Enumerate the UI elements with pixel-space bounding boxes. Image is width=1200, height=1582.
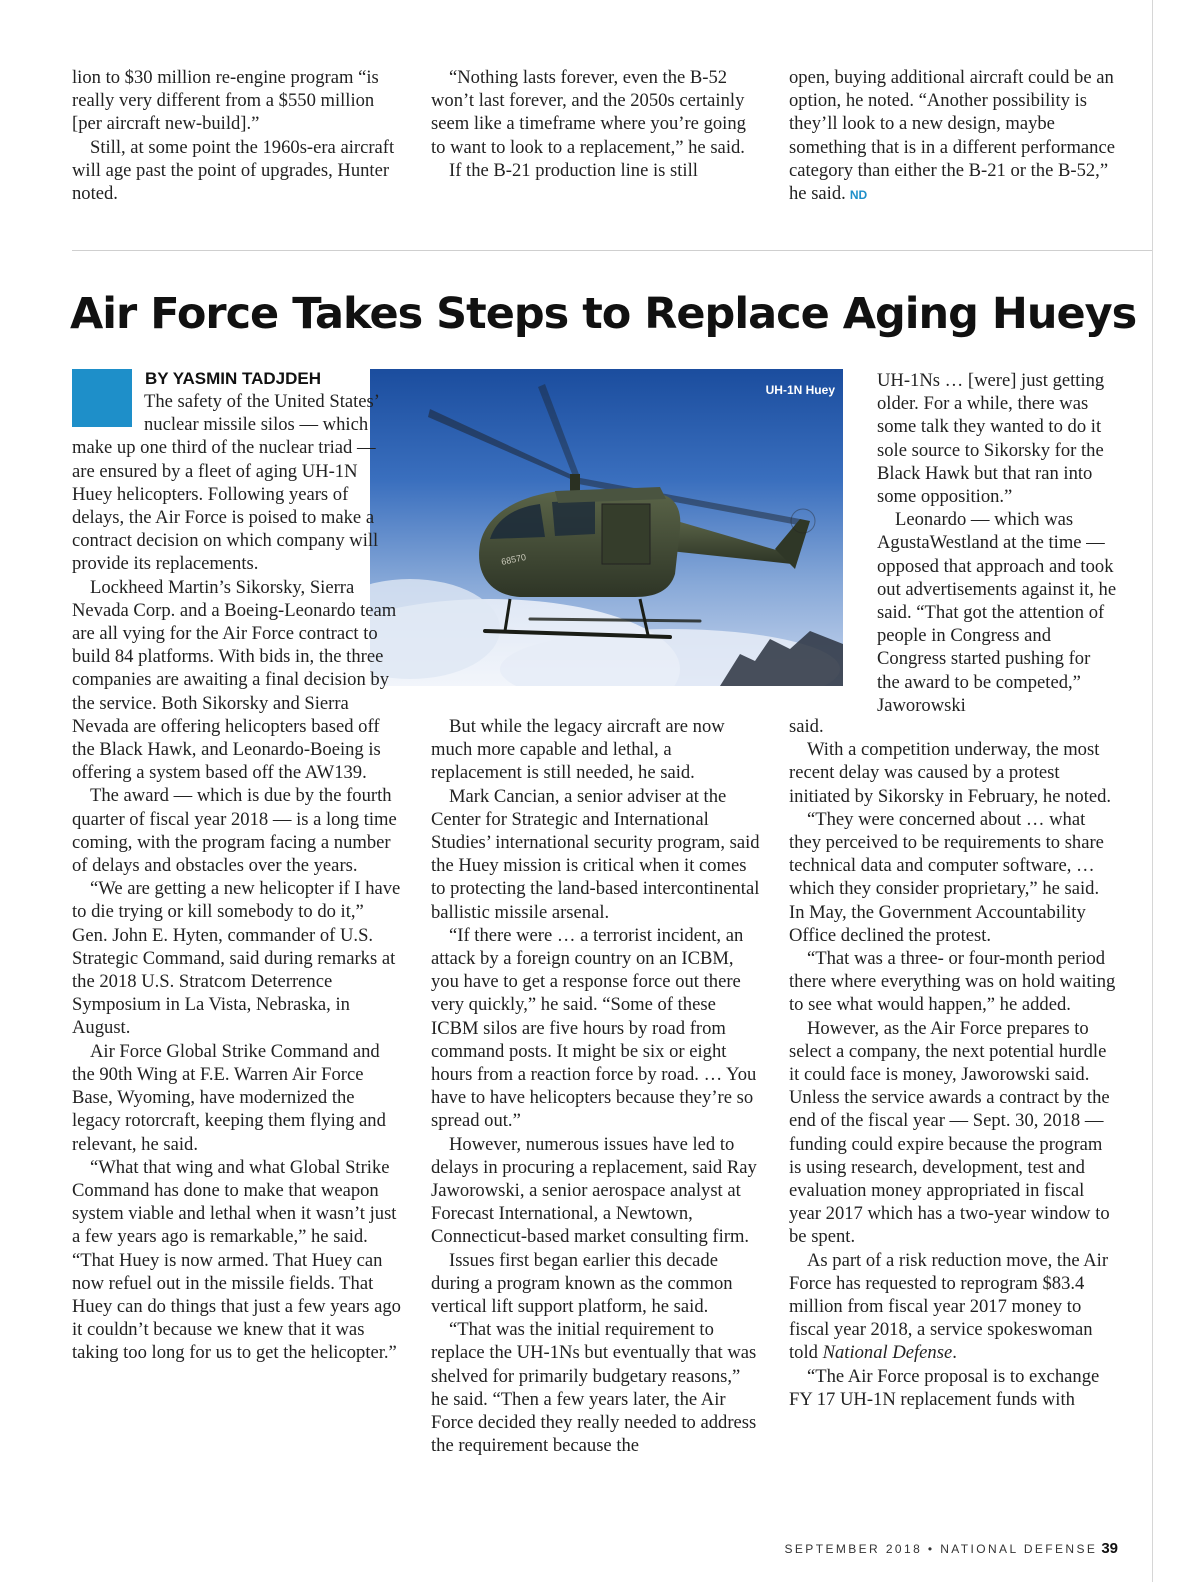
page-number: 39 xyxy=(1101,1540,1118,1557)
paragraph: With a competition underway, the most recent delay was caused by a protest initiated by Sikorsky in February, he noted. xyxy=(789,739,1112,807)
byline: BY YASMIN TADJDEH xyxy=(145,369,322,388)
prev-article-column-3 xyxy=(789,66,1119,207)
paragraph: “That was the initial requirement to replace the UH-1Ns but eventually that was shelved for primarily budgetary reasons,” he said. “Then a few years later, the Air Force decided they really needed to address the requirement because the xyxy=(431,1319,757,1457)
paragraph xyxy=(789,66,1119,207)
photo-caption: UH-1N Huey xyxy=(765,383,835,397)
helicopter-photo xyxy=(370,369,843,686)
paragraph: lion to $30 million re-engine program “is really very different from a $550 million [per aircraft new-build].” xyxy=(72,67,379,135)
paragraph: Leonardo — which was AgustaWestland at the time — opposed that approach and took out advertisements against it, he said. “That got the attention of people in Congress and Congress started pushing for the award to be competed,” Jaworowski xyxy=(877,509,1117,716)
paragraph: But while the legacy aircraft are now much more capable and lethal, a replacement is still needed, he said. xyxy=(431,716,725,784)
paragraph: However, as the Air Force prepares to select a company, the next potential hurdle it could face is money, Jaworowski said. Unless the service awards a contract by the end of the fiscal year — Sept. 30, 2018 — funding could expire because the program is using research, development, test and evaluation money appropriated in fiscal year 2017 which has a two-year window to be spent. xyxy=(789,1017,1110,1248)
paragraph: Still, at some point the 1960s-era aircraft will age past the point of upgrades, Hunter noted. xyxy=(72,136,395,205)
paragraph: “What that wing and what Global Strike Command has done to make that weapon system viable and lethal when it wasn’t just a few years ago is remarkable,” he said. “That Huey is now armed. That Huey can now refuel out in the missile fields. That Huey can do things that just a few years ago it couldn’t because we knew that it was taking too long for us to get the helicopter.” xyxy=(72,1156,401,1364)
dropcap-spacer xyxy=(72,390,144,436)
page-edge-line xyxy=(1152,0,1153,1582)
paragraph: Air Force Global Strike Command and the 90th Wing at F.E. Warren Air Force Base, Wyoming, have modernized the legacy rotorcraft, keeping them flying and relevant, he said. xyxy=(72,1040,386,1155)
paragraph: “If there were … a terrorist incident, an attack by a foreign country on an ICBM, you have to get a response force out there very quickly,” he said. “Some of these ICBM silos are five hours by road from command posts. It might be six or eight hours from a reaction force by road. … You have to have helicopters because they’re so spread out.” xyxy=(431,924,757,1132)
paragraph: “That was a three- or four-month period there where everything was on hold waiting to see what would happen,” he added. xyxy=(789,948,1116,1016)
article-headline: Air Force Takes Steps to Replace Aging Hueys xyxy=(70,289,1137,339)
paragraph: However, numerous issues have led to delays in procuring a replacement, said Ray Jaworowski, a senior aerospace analyst at Forecast International, a Newtown, Connecticut-based market consulting firm. xyxy=(431,1133,757,1248)
paragraph: “Nothing lasts forever, even the B-52 won’t last forever, and the 2050s certainly seem like a timeframe where you’re going to want to look to a replacement,” he said. xyxy=(431,67,746,158)
lead-paragraph: The safety of the United States’ nuclear missile silos — which make up one third of the nuclear triad — are ensured by a fleet of aging UH-1N Huey helicopters. Following years of delays, the Air Force is poised to make a contract decision on which company will provide its replacements. xyxy=(72,391,379,575)
paragraph: The award — which is due by the fourth quarter of fiscal year 2018 — is a long time coming, with the program facing a number of delays and obstacles over the years. xyxy=(72,785,397,877)
paragraph: If the B-21 production line is still xyxy=(449,159,698,181)
paragraph: “We are getting a new helicopter if I have to die trying or kill somebody to do it,” Gen. John E. Hyten, commander of U.S. Strategic Command, said during remarks at the 2018 U.S. Stratcom Deterrence Symposium in La Vista, Nebraska, in August. xyxy=(72,878,401,1039)
article-column-3-bottom xyxy=(789,715,1119,1411)
tail-number: 68570 xyxy=(500,551,527,567)
page-footer xyxy=(785,1540,1119,1557)
paragraph: Mark Cancian, a senior adviser at the Center for Strategic and International Studies’ international security program, said the Huey mission is critical when it comes to protecting the land-based intercontinental ballistic missile arsenal. xyxy=(431,785,760,923)
article-column-1-body xyxy=(72,390,402,1365)
paragraph-text: As part of a risk reduction move, the Air Force has requested to reprogram $83.4 million from fiscal year 2017 money to fiscal year 2018, a service spokeswoman told xyxy=(789,1249,1109,1364)
end-mark: ND xyxy=(849,188,868,203)
paragraph: “They were concerned about … what they perceived to be requirements to share technical data and computer software, … which they consider proprietary,” he said. In May, the Government Accountability Office declined the protest. xyxy=(789,808,1104,946)
paragraph xyxy=(789,1249,1119,1365)
paragraph-text: open, buying additional aircraft could be an option, he noted. “Another possibility is they’ll look to a new design, maybe something that is in a different performance category than either the B-21 or the B-52,” he said. xyxy=(789,67,1115,205)
punctuation: . xyxy=(952,1342,957,1364)
publication-name: National Defense xyxy=(822,1342,953,1364)
paragraph: UH-1Ns … [were] just getting older. For a while, there was some talk they wanted to do it sole source to Sikorsky for the Black Hawk but that ran into some opposition.” xyxy=(877,370,1105,508)
helicopter-illustration xyxy=(370,369,843,686)
paragraph: “The Air Force proposal is to exchange FY 17 UH-1N replacement funds with xyxy=(789,1365,1100,1410)
article-column-2 xyxy=(431,715,761,1458)
paragraph: said. xyxy=(789,716,824,737)
paragraph: Issues first began earlier this decade during a program known as the common vertical lift support platform, he said. xyxy=(431,1249,733,1318)
article-column-3-top xyxy=(877,369,1117,717)
prev-article-column-2 xyxy=(431,66,761,182)
prev-article-column-1 xyxy=(72,66,402,205)
section-divider xyxy=(72,250,1152,251)
footer-text: SEPTEMBER 2018 • NATIONAL DEFENSE xyxy=(784,1542,1098,1556)
paragraph: Lockheed Martin’s Sikorsky, Sierra Nevada Corp. and a Boeing-Leonardo team are all vying for the Air Force contract to build 84 platforms. With bids in, the three companies are awaiting a final decision by the service. Both Sikorsky and Sierra Nevada are offering helicopters based off the Black Hawk, and Leonardo-Boeing is offering a system based off the AW139. xyxy=(72,576,397,784)
